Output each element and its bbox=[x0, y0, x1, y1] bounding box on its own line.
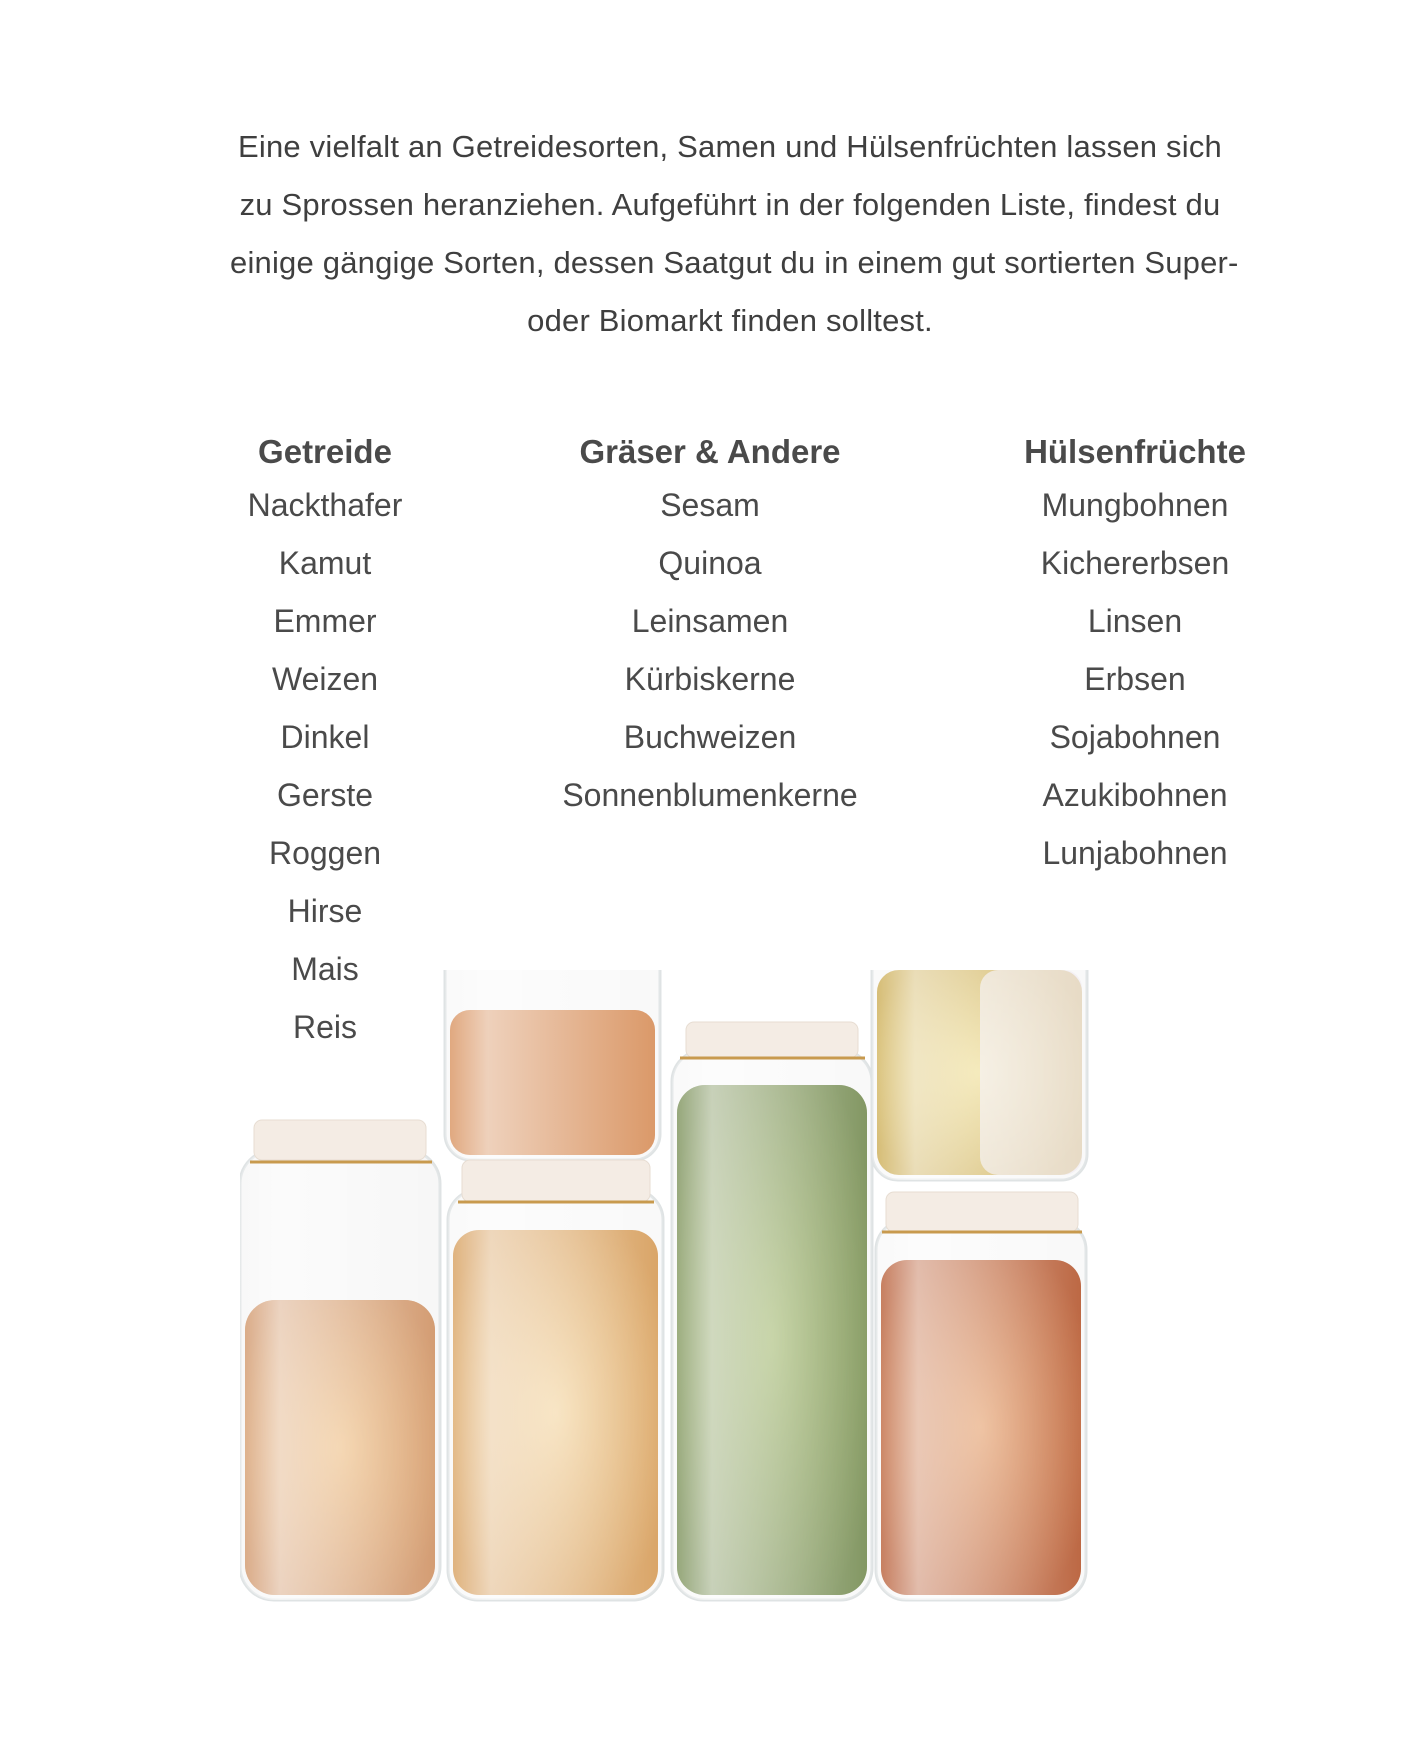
jar-green-lentils bbox=[672, 1022, 872, 1600]
sprout-list bbox=[215, 476, 435, 1056]
jar-yellow-peas bbox=[872, 970, 1087, 1180]
list-item: Leinsamen bbox=[631, 603, 789, 639]
sprout-jars-photo bbox=[240, 970, 1220, 1630]
list-item: Quinoa bbox=[658, 545, 762, 581]
intro-paragraph bbox=[230, 118, 1239, 350]
jar-red-lentils bbox=[876, 1192, 1086, 1600]
list-item: Mungbohnen bbox=[1041, 487, 1229, 523]
list-item: Weizen bbox=[271, 661, 379, 697]
sprout-jars-illustration bbox=[240, 970, 1220, 1630]
list-column-huelsenfruechte bbox=[1005, 428, 1265, 882]
sprout-list bbox=[540, 476, 880, 824]
list-item: Roggen bbox=[268, 835, 382, 871]
list-item: Gerste bbox=[276, 777, 374, 813]
list-item: Mais bbox=[291, 951, 359, 987]
list-item: Emmer bbox=[273, 603, 377, 639]
jar-red-seeds bbox=[445, 970, 660, 1160]
column-heading: Gräser & Andere bbox=[579, 433, 841, 470]
list-item: Lunjabohnen bbox=[1042, 835, 1228, 871]
list-item: Dinkel bbox=[280, 719, 370, 755]
intro-line: zu Sprossen heranziehen. Aufgeführt in der folgenden Liste, findest du bbox=[239, 187, 1221, 222]
list-column-getreide bbox=[215, 428, 435, 1056]
list-item: Reis bbox=[292, 1009, 357, 1045]
column-heading: Getreide bbox=[258, 433, 392, 470]
list-item: Kürbiskerne bbox=[624, 661, 796, 697]
list-item: Sesam bbox=[660, 487, 760, 523]
list-item: Nackthafer bbox=[247, 487, 403, 523]
list-item: Azukibohnen bbox=[1042, 777, 1228, 813]
list-item: Sojabohnen bbox=[1049, 719, 1221, 755]
list-item: Kamut bbox=[278, 545, 372, 581]
jar-chickpeas bbox=[448, 1160, 663, 1600]
list-item: Kichererbsen bbox=[1040, 545, 1230, 581]
column-heading: Hülsenfrüchte bbox=[1024, 433, 1246, 470]
intro-line: Eine vielfalt an Getreidesorten, Samen und Hülsenfrüchten lassen sich bbox=[238, 129, 1222, 164]
list-item: Erbsen bbox=[1084, 661, 1186, 697]
intro-line: oder Biomarkt finden solltest. bbox=[527, 303, 933, 338]
list-item: Buchweizen bbox=[623, 719, 797, 755]
jar-grain bbox=[240, 1120, 440, 1600]
sprout-list bbox=[1005, 476, 1265, 882]
intro-line: einige gängige Sorten, dessen Saatgut du in einem gut sortierten Super- bbox=[230, 245, 1239, 280]
list-item: Sonnenblumenkerne bbox=[562, 777, 858, 813]
list-item: Linsen bbox=[1087, 603, 1183, 639]
list-item: Hirse bbox=[287, 893, 363, 929]
list-column-graeser bbox=[540, 428, 880, 824]
